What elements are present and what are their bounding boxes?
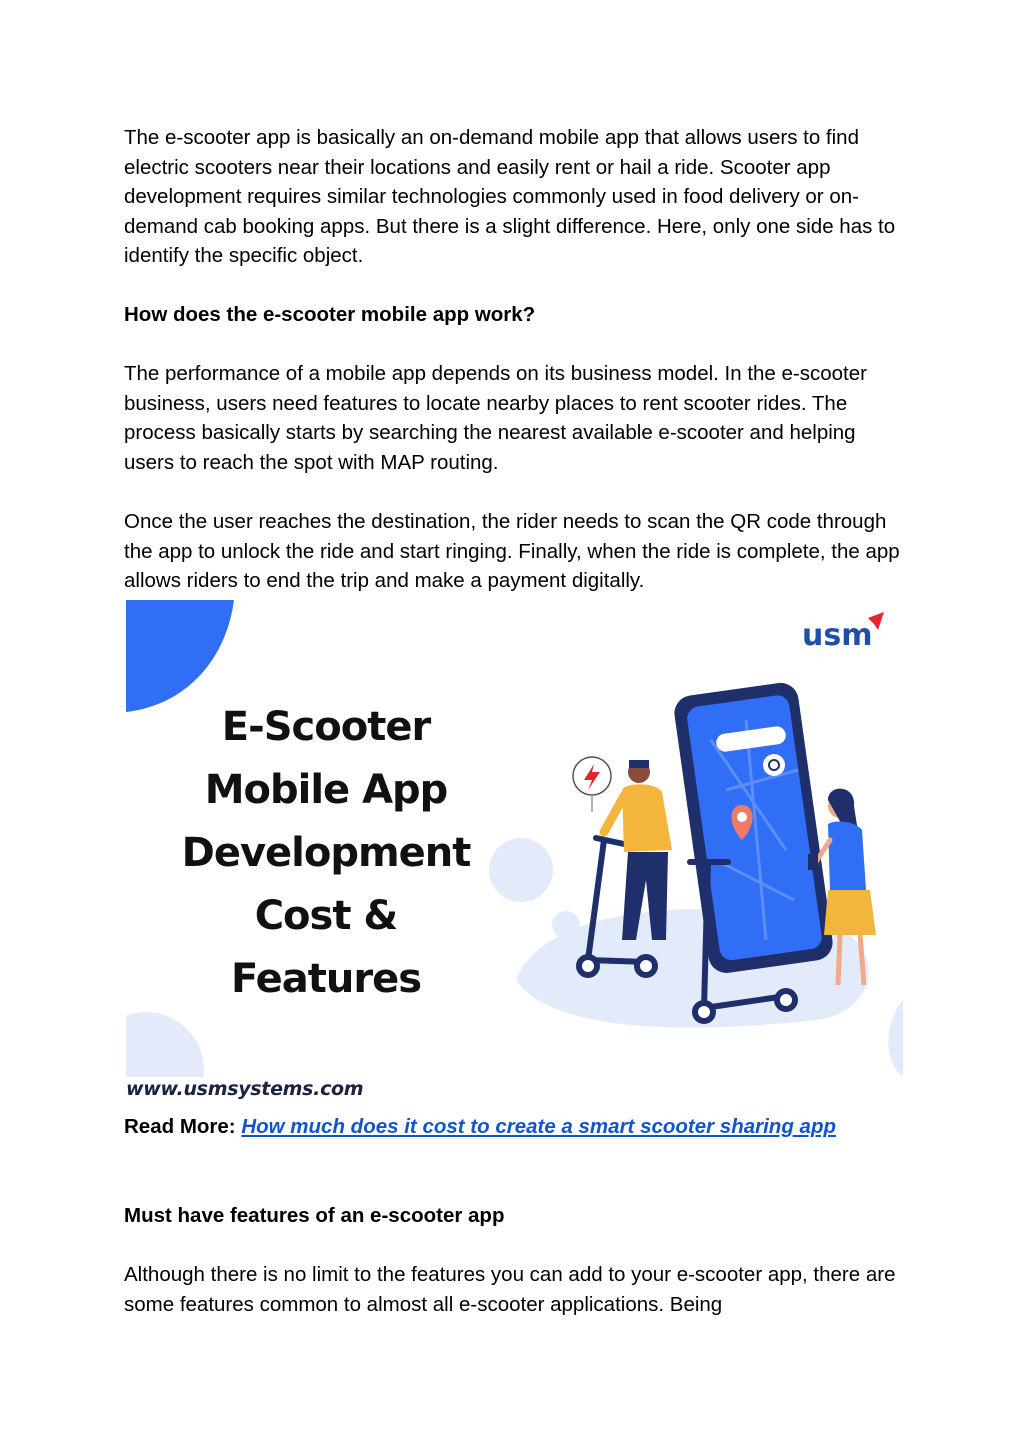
banner-site-url: www.usmsystems.com [126, 1078, 364, 1100]
svg-text:E-Scooter: E-Scooter [221, 704, 431, 750]
section-heading-how-it-works: How does the e-scooter mobile app work? [124, 303, 536, 326]
rider-man-figure [604, 760, 672, 940]
features-paragraph: Although there is no limit to the features you can add to your e-scooter app, there are some features common to almost all e-scooter applications. Being [124, 1263, 896, 1316]
svg-text:Mobile App: Mobile App [204, 767, 448, 813]
read-more-link[interactable]: How much does it cost to create a smart scooter sharing app [241, 1115, 836, 1138]
svg-text:Features: Features [230, 956, 422, 1002]
scooter-app-illustration [489, 681, 876, 1028]
lightning-icon [573, 757, 611, 812]
business-model-paragraph: The performance of a mobile app depends on its business model. In the e-scooter business, users need features to locate nearby places to rent scooter rides. The process basically starts by searching the nearest available e-scooter and helping users to reach the spot with MAP routing. [124, 362, 867, 474]
read-more-line [124, 1112, 884, 1142]
svg-text:usm: usm [802, 618, 873, 653]
svg-text:Cost &: Cost & [254, 893, 398, 939]
corner-shape [126, 600, 234, 712]
read-more-label: Read More: [124, 1115, 236, 1138]
decor-circle-left [126, 1012, 204, 1077]
intro-paragraph: The e-scooter app is basically an on-demand mobile app that allows users to find electric scooters near their locations and easily rent or hail a ride. Scooter app development requires similar technologies commonly used in food delivery or on-demand cab booking apps. But there is a slight difference. Here, only one side has to identify the specific object. [124, 126, 896, 267]
banner-title [182, 704, 472, 1002]
usm-logo [802, 612, 884, 653]
section-heading-features: Must have features of an e-scooter app [124, 1204, 505, 1227]
svg-text:Development: Development [181, 830, 471, 876]
ride-process-paragraph: Once the user reaches the destination, the rider needs to scan the QR code through the app to unlock the ride and start ringing. Finally, when the ride is complete, the app allows riders to end the trip and make a payment digitally. [124, 510, 900, 592]
e-scooter-banner-image [126, 600, 903, 1077]
decor-shape-right [888, 1000, 903, 1077]
